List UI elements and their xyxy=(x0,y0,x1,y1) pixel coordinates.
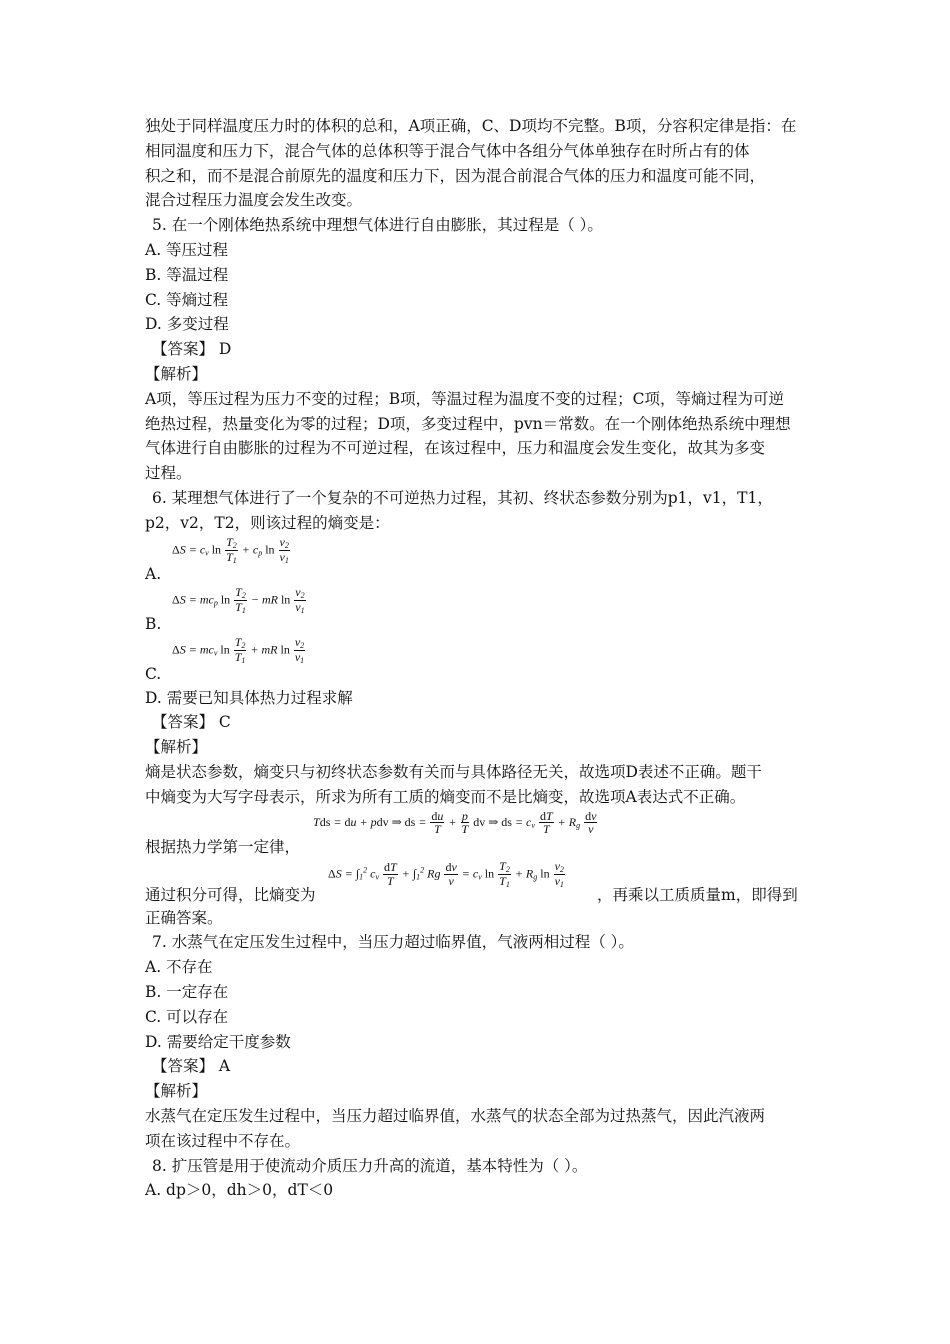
analysis-line: 项在该过程中不存在。 xyxy=(145,1131,301,1150)
analysis-line: A项，等压过程为压力不变的过程；B项，等温过程为温度不变的过程；C项，等熵过程为可逆 xyxy=(145,389,784,408)
paragraph-line: 混合过程压力温度会发生改变。 xyxy=(145,191,363,210)
analysis-title: 【解析】 xyxy=(145,738,208,757)
analysis-line: 气体进行自由膨胀的过程为不可逆过程，在该过程中，压力和温度会发生变化，故其为多变 xyxy=(145,439,766,458)
analysis-line: 中熵变为大写字母表示，所求为所有工质的熵变而不是比熵变，故选项A表达式不正确。 xyxy=(145,787,746,806)
paragraph-line: 正确答案。 xyxy=(145,908,223,927)
option-a-formula-row xyxy=(145,536,815,586)
option-d: D. 需要已知具体热力过程求解 xyxy=(145,688,353,707)
integral-text: 通过积分可得，比熵变为 xyxy=(145,885,316,904)
option-b-label: B. xyxy=(145,614,162,633)
paragraph-line: 积之和，而不是混合前原先的温度和压力下，因为混合前混合气体的压力和温度可能不同， xyxy=(145,166,766,185)
analysis-line: 过程。 xyxy=(145,464,192,483)
option-c-label: C. xyxy=(145,664,162,683)
analysis-line: 熵是状态参数，熵变只与初终状态参数有关而与具体路径无关，故选项D表述不正确。题干 xyxy=(145,762,762,781)
answer: 【答案】 C xyxy=(152,713,231,732)
first-law-row xyxy=(145,810,815,858)
analysis-line: 水蒸气在定压发生过程中，当压力超过临界值，水蒸气的状态全部为过热蒸气，因此汽液两 xyxy=(145,1106,766,1125)
formula-a: $\Delta S = c_v$ ln $\frac{T_2}{T_1}$ + $c_p$ ln $\frac{v_2}{v_1}$ xyxy=(172,534,289,565)
paragraph-line: 独处于同样温度压力时的体积的总和，A项正确，C、D项均不完整。B项，分容积定律是指：在 xyxy=(145,117,797,135)
integral-row xyxy=(145,858,815,906)
option-c: C. 等熵过程 xyxy=(145,290,229,309)
option-a-label: A. xyxy=(145,564,162,583)
analysis-title: 【解析】 xyxy=(145,364,208,383)
document-page xyxy=(145,114,815,1203)
paragraph-line: 相同温度和压力下，混合气体的总体积等于混合气体中各组分气体单独存在时所占有的体 xyxy=(145,141,750,160)
option-c-formula-row xyxy=(145,636,815,686)
integral-tail-text: ，再乘以工质质量m，即得到 xyxy=(597,885,798,904)
option-d: D. 多变过程 xyxy=(145,315,229,334)
option-d: D. 需要给定干度参数 xyxy=(145,1032,291,1051)
answer: 【答案】 A xyxy=(152,1057,231,1076)
first-law-text: 根据热力学第一定律， xyxy=(145,837,301,856)
option-c: C. 可以存在 xyxy=(145,1007,229,1026)
formula-c: $\Delta S = mc_v$ ln $\frac{T_2}{T_1}$ + mR ln $\frac{v_2}{v_1}$ xyxy=(172,634,305,665)
formula-b: $\Delta S = mc_p$ ln $\frac{T_2}{T_1}$ − mR ln $\frac{v_2}{v_1}$ xyxy=(172,584,305,615)
formula-first-law: Tds = du + pdv ⇒ ds = $\frac{du}{T}$ + $\frac{p}{T}$ dv ⇒ ds = $c_v$ $\frac{dT}{T}$ + $R_g$ $\frac{dv}{v}$ xyxy=(313,808,597,837)
option-a: A. 不存在 xyxy=(145,958,213,977)
analysis-line: 绝热过程，热量变化为零的过程；D项，多变过程中，pvn＝常数。在一个刚体绝热系统中理想 xyxy=(145,414,791,433)
question-6-cont: p2，v2，T2，则该过程的熵变是： xyxy=(145,513,390,532)
option-a: A. dp＞0，dh＞0，dT＜0 xyxy=(145,1181,334,1200)
answer: 【答案】 D xyxy=(152,340,232,359)
option-b: B. 一定存在 xyxy=(145,982,229,1001)
question-6: 6. 某理想气体进行了一个复杂的不可逆热力过程，其初、终状态参数分别为p1，v1，T1， xyxy=(152,488,773,507)
question-8: 8. 扩压管是用于使流动介质压力升高的流道，基本特性为（ ）。 xyxy=(152,1156,588,1175)
option-a: A. 等压过程 xyxy=(145,240,229,259)
question-5: 5. 在一个刚体绝热系统中理想气体进行自由膨胀，其过程是（ ）。 xyxy=(152,216,603,235)
option-b: B. 等温过程 xyxy=(145,265,229,284)
formula-integral: $\Delta S = \int_1^2$ $c_v$ $\frac{dT}{T}$ + $\int_1^2$ Rg $\frac{dv}{v}$ = $c_v$ ln $\frac{T_2}{T_1}$ + $R_g$ ln $\frac{v_2}{v_1}$ xyxy=(328,858,564,889)
analysis-title: 【解析】 xyxy=(145,1082,208,1101)
question-7: 7. 水蒸气在定压发生过程中，当压力超过临界值，气液两相过程（ ）。 xyxy=(152,933,634,952)
option-b-formula-row xyxy=(145,586,815,636)
